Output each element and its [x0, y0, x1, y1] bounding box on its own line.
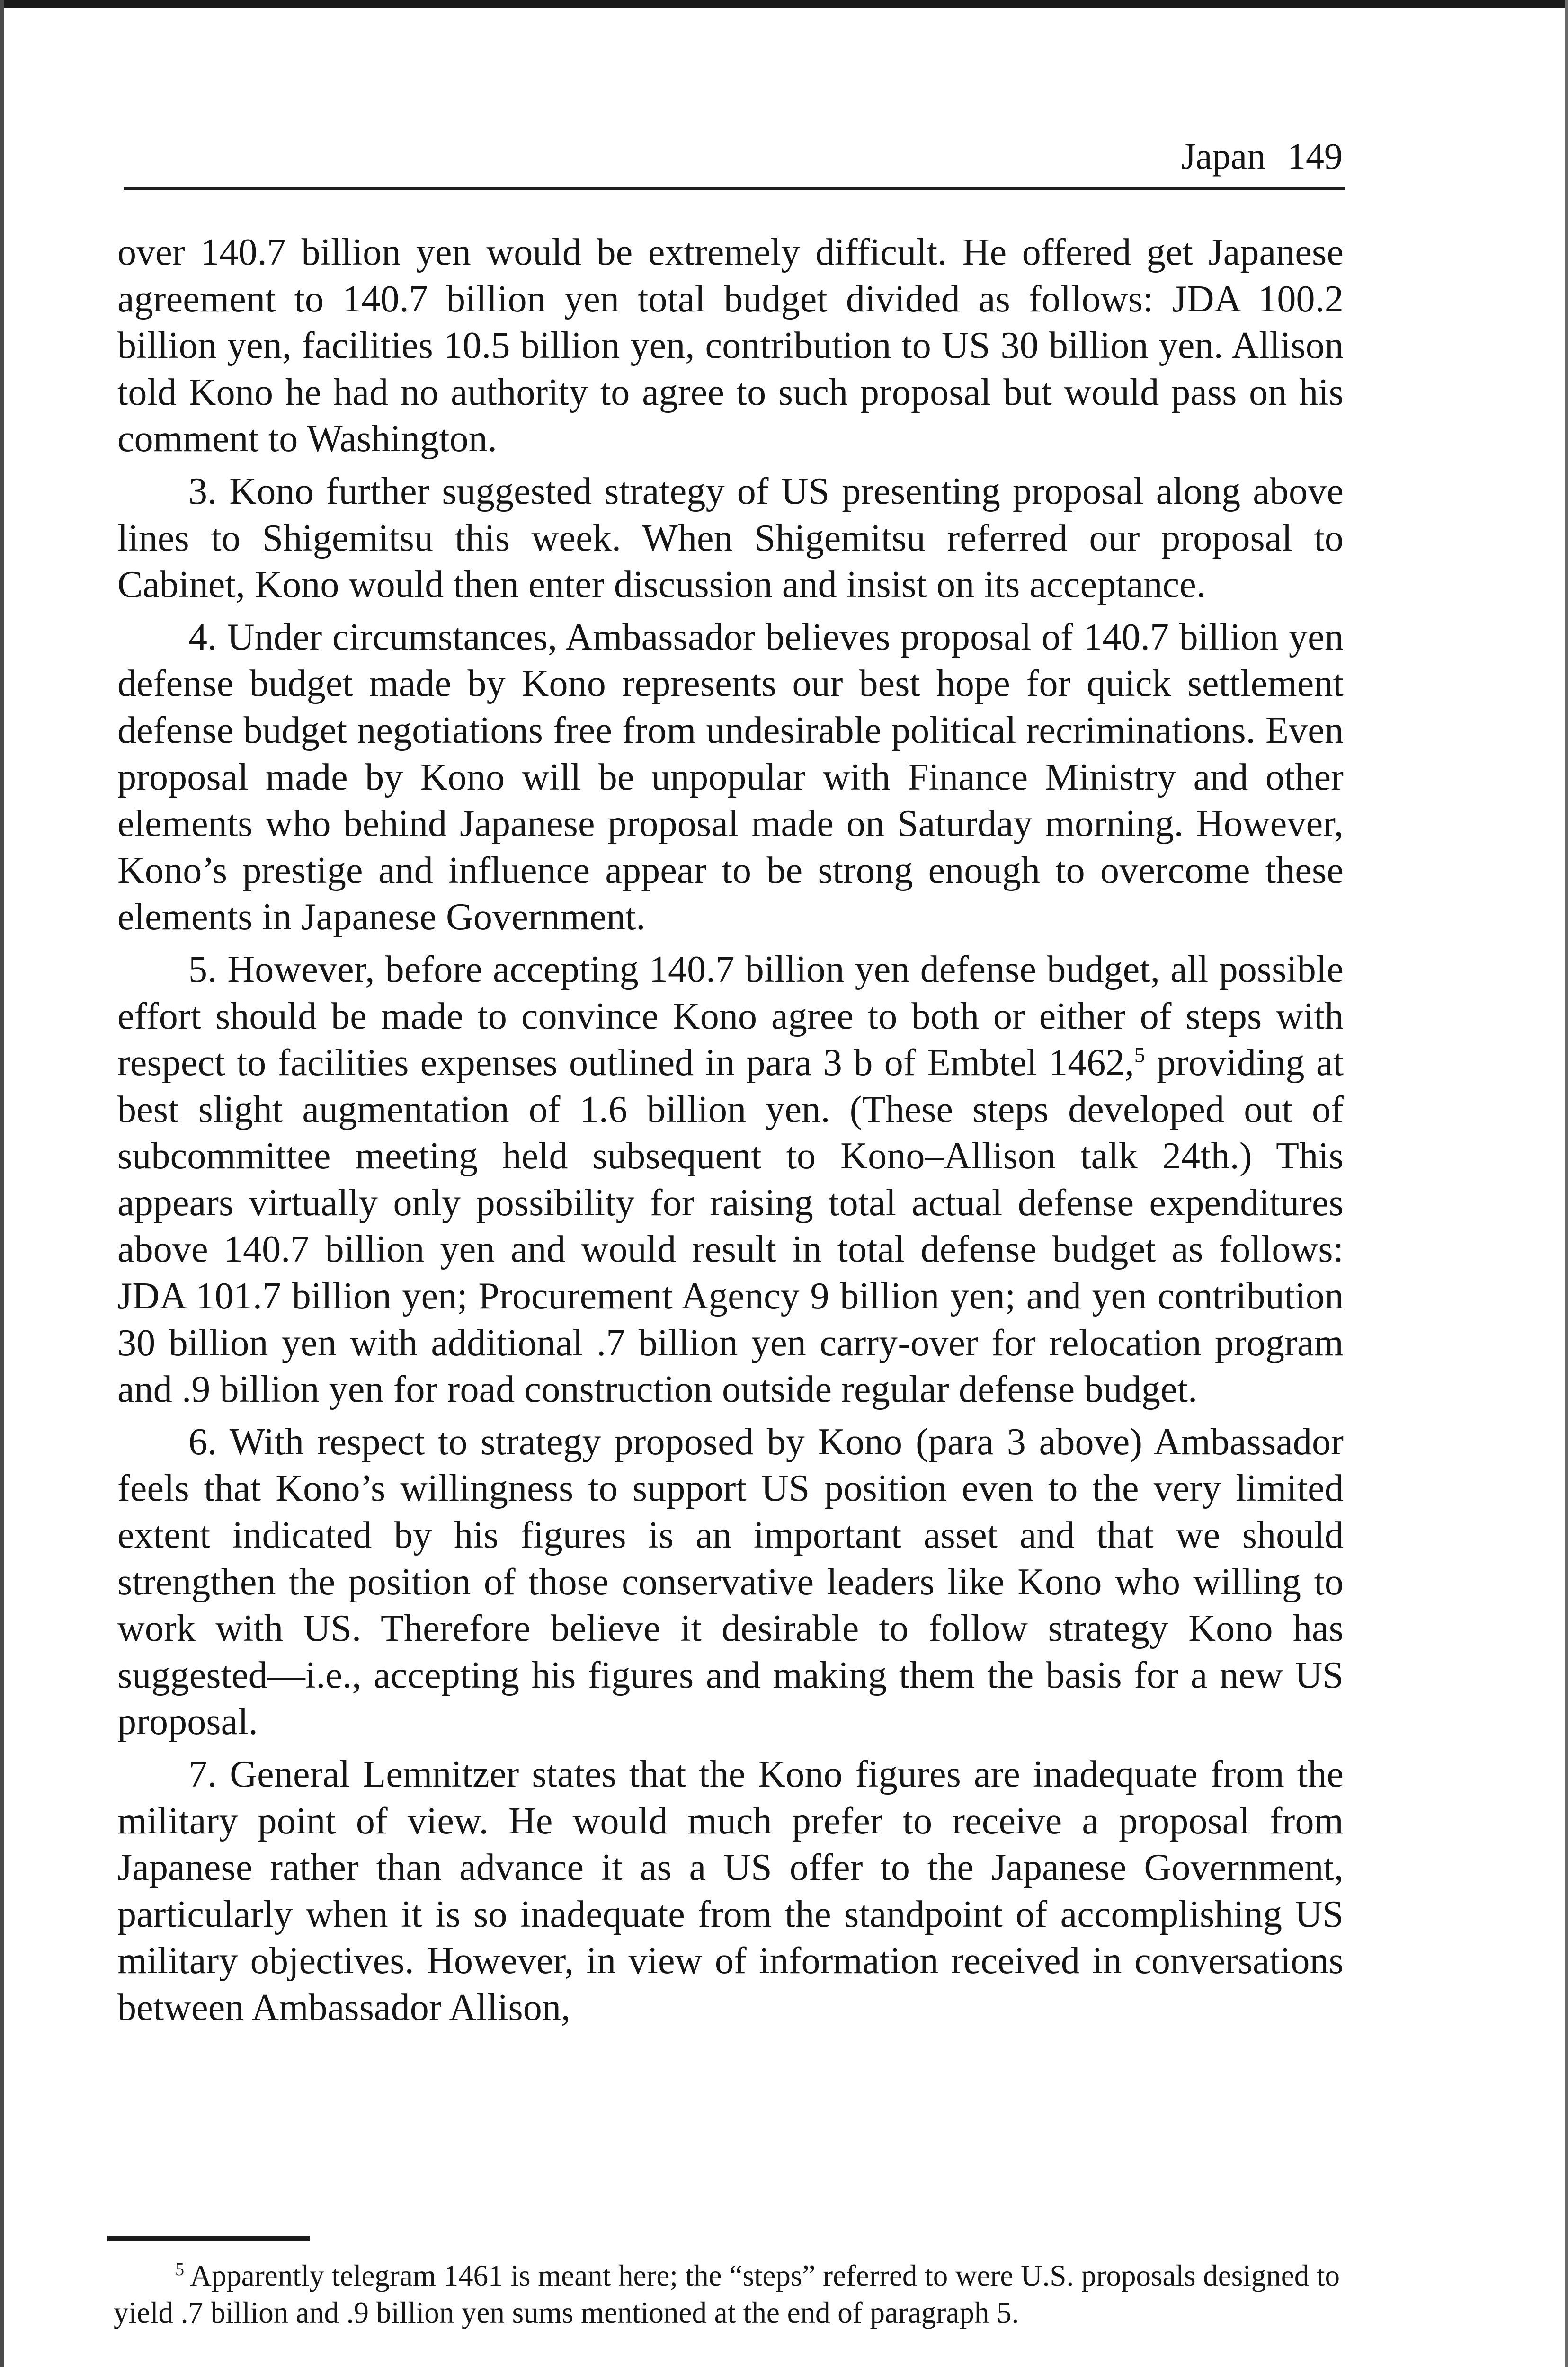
page-number: 149: [1287, 135, 1343, 177]
paragraph-7: 7. General Lemnitzer states that the Kono figures are inadequate from the military point of view. He would much prefer to receive a proposal from Japanese rather than advance it as a US offer to the Japanese Government, particularly when it is so inadequate from the standpoint of accomplishing US military objectives. However, in view of information received in conversations between Ambassador Allison,: [117, 1753, 1344, 2029]
scan-left-edge: [0, 0, 4, 2367]
paragraph-6: 6. With respect to strategy proposed by Kono (para 3 above) Ambassador feels that Kono’s willingness to support US position even to the very limited extent indicated by his figures is an important asset and that we should strengthen the position of those conservative leaders like Kono who willing to work with US. Therefore believe it desirable to follow strategy Kono has suggested—i.e., accepting his figures and making them the basis for a new US proposal.: [117, 1421, 1344, 1743]
paragraph-4: 4. Under circumstances, Ambassador believes proposal of 140.7 billion yen defense budget made by Kono represents our best hope for quick settlement defense budget negotiations free from undesirable political recriminations. Even proposal made by Kono will be unpopular with Finance Ministry and other elements who behind Japanese proposal made on Saturday morning. However, Kono’s prestige and influence appear to be strong enough to overcome these elements in Japanese Government.: [117, 616, 1344, 938]
paragraph-3: 3. Kono further suggested strategy of US presenting proposal along above lines to Shigemitsu this week. When Shigemitsu referred our proposal to Cabinet, Kono would then enter discussion and insist on its acceptance.: [117, 470, 1344, 606]
footnote-rule: [107, 2236, 310, 2241]
body-text: [117, 229, 1344, 2037]
paragraph-continuation: over 140.7 billion yen would be extremely difficult. He offered get Japanese agreement to 140.7 billion yen total budget divided as follows: JDA 100.2 billion yen, facilities 10.5 billion yen, contribution to US 30 billion yen. Allison told Kono he had no authority to agree to such proposal but would pass on his comment to Washington.: [117, 231, 1344, 460]
paragraph-5-text-before-note: 5. However, before accepting 140.7 billion yen defense budget, all possible effort should be made to convince Kono agree to both or either of steps with respect to facilities expenses outlined in para 3 b of Embtel 1462,: [117, 948, 1344, 1084]
footnote-reference: 5: [1134, 1042, 1146, 1067]
scan-right-edge: [1565, 0, 1568, 2367]
running-head-title: Japan: [1181, 135, 1265, 177]
footnote: [114, 2257, 1340, 2331]
paragraph-5: [117, 946, 1344, 1413]
footnote-marker: 5: [175, 2260, 184, 2279]
scan-top-edge: [0, 0, 1568, 8]
running-head: [124, 135, 1345, 190]
paragraph-5-text-after-note: providing at best slight augmentation of 1.6 billion yen. (These steps developed out of subcommittee meeting held subsequent to Kono–Allison talk 24th.) This appears virtually only possibility for raising total actual defense expenditures above 140.7 billion yen and would result in total defense budget as follows: JDA 101.7 billion yen; Procurement Agency 9 billion yen; and yen contribution 30 billion yen with additional .7 billion yen carry-over for relocation program and .9 billion yen for road construction outside regular defense budget.: [117, 1042, 1344, 1411]
footnote-text: Apparently telegram 1461 is meant here; the “steps” referred to were U.S. proposals designed to yield .7 billion and .9 billion yen sums mentioned at the end of paragraph 5.: [114, 2259, 1340, 2329]
